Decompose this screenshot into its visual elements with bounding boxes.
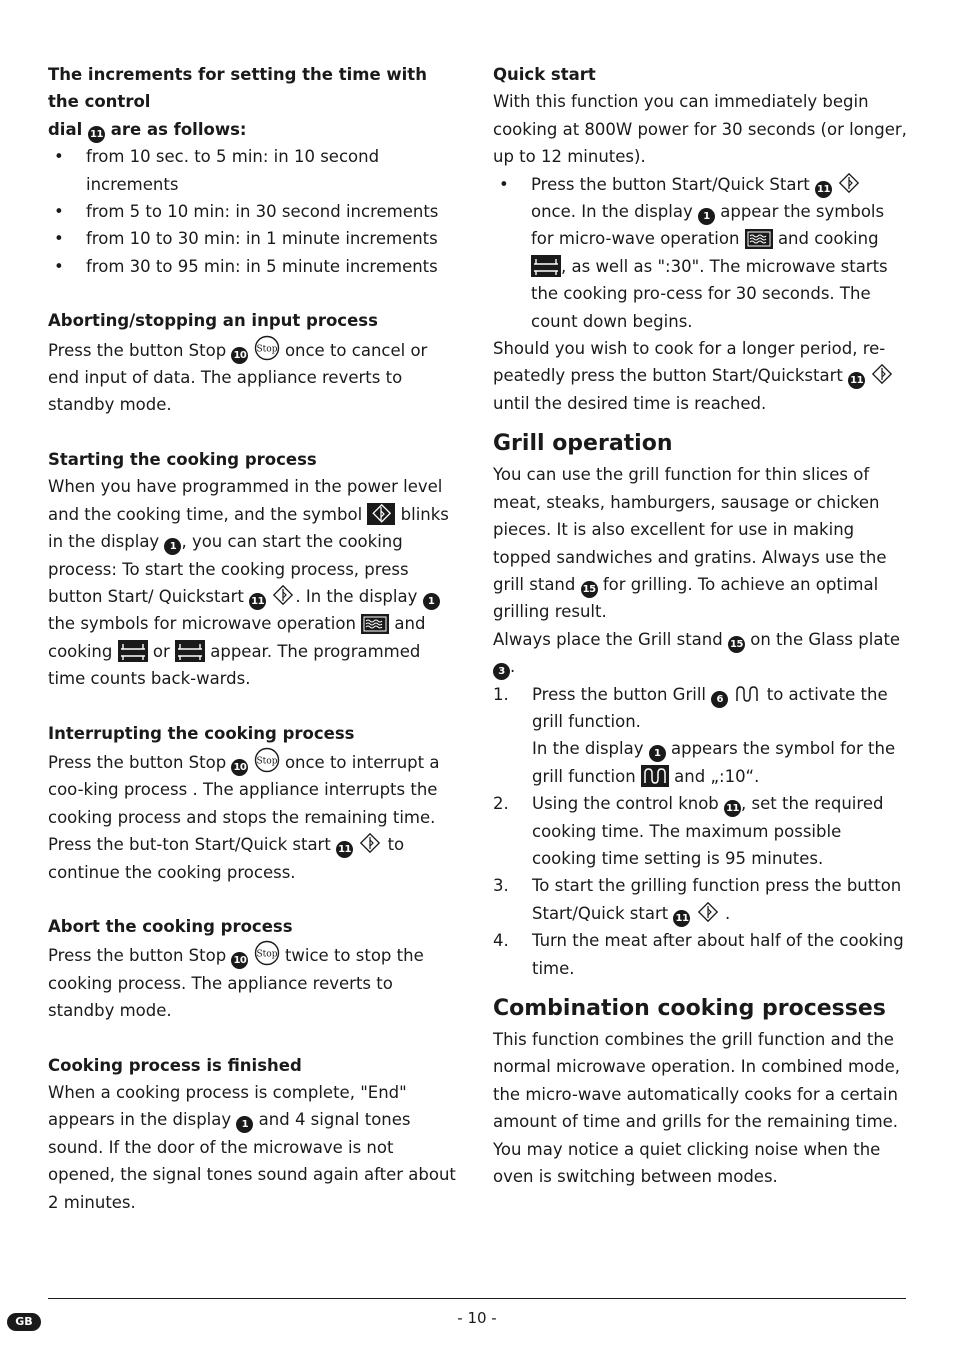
- ref-display-1: 1: [698, 208, 715, 225]
- interrupt-text: Press the button Stop 10 once to interrupt a coo-king process . The appliance interrupts the cooking process and stops the remaining time. Press the but-ton Start/Quick start 11 to continue the cooking process.: [48, 747, 460, 886]
- ref-stop-10: 10: [231, 759, 248, 776]
- grill-icon: [733, 683, 761, 705]
- list-bullet: •: [54, 256, 64, 276]
- list-item: 4. Turn the meat after about half of the cooking time.: [493, 927, 908, 982]
- combination-heading: Combination cooking processes: [493, 996, 886, 1021]
- ref-grill-6: 6: [711, 691, 728, 708]
- ref-display-1: 1: [649, 745, 666, 762]
- ref-grill-stand-15: 15: [728, 636, 745, 653]
- interrupt-heading: Interrupting the cooking process: [48, 723, 355, 743]
- cooking-icon: [531, 255, 561, 277]
- list-bullet: •: [54, 202, 64, 222]
- aborting-text: Press the button Stop 10 once to cancel or end input of data. The appliance reverts to standby mode.: [48, 335, 460, 419]
- list-number: 1.: [493, 684, 509, 704]
- stop-icon: [254, 747, 280, 773]
- ref-stop-10: 10: [231, 347, 248, 364]
- ref-start-11: 11: [673, 910, 690, 927]
- starting-text: When you have programmed in the power level and the cooking time, and the symbol blinks in the display 1 , you can start the cooking process: To start the cooking process, press button Start/ Quickstart 11 . In the display 1 the symbols for microwave operation and cooking or appear. The programmed time counts back-wards.: [48, 477, 449, 689]
- quick-start-heading: Quick start: [493, 65, 596, 84]
- list-number: 4.: [493, 931, 509, 951]
- ref-start-11: 11: [249, 593, 266, 610]
- grill-function-filled-icon: [641, 765, 669, 787]
- language-badge: GB: [7, 1313, 41, 1331]
- list-bullet: •: [54, 229, 64, 249]
- list-number: 2.: [493, 794, 509, 814]
- list-number: 3.: [493, 876, 509, 896]
- grill-placement: Always place the Grill stand 15 on the Glass plate 3 .: [493, 626, 908, 681]
- finished-text: When a cooking process is complete, "End" appears in the display 1 and 4 signal tones sound. If the door of the microwave is not opened, the signal tones sound again after about 2 minutes.: [48, 1083, 456, 1212]
- cooking-icon: [118, 640, 148, 662]
- quick-start-intro: With this function you can immediately begin cooking at 800W power for 30 seconds (or longer, up to 12 minutes).: [493, 92, 907, 167]
- grill-intro: You can use the grill function for thin slices of meat, steaks, hamburgers, sausage or chicken pieces. It is also excellent for use in making topped sandwiches and gratins. Always use the grill stand 15 for grilling. To achieve an optimal grilling result.: [493, 465, 887, 622]
- quick-start-more: Should you wish to cook for a longer period, re-peatedly press the button Start/Quickstart 11 until the desired time is reached.: [493, 335, 908, 417]
- list-item: • from 10 sec. to 5 min: in 10 second increments: [48, 143, 460, 198]
- list-item: • Press the button Start/Quick Start 11 once. In the display 1 appear the symbols for micro-wave operation and cooking , as well as ":30". The microwave starts the cooking pro-cess for 30 seconds. The count down begins.: [493, 171, 908, 335]
- ref-glass-plate-3: 3: [493, 663, 510, 680]
- ref-display-1: 1: [423, 593, 440, 610]
- ref-start-11: 11: [848, 372, 865, 389]
- cooking-icon: [175, 640, 205, 662]
- ref-control-knob-11: 11: [724, 800, 741, 817]
- ref-stop-10: 10: [231, 952, 248, 969]
- list-bullet: •: [499, 174, 509, 194]
- ref-grill-stand-15: 15: [581, 581, 598, 598]
- finished-heading: Cooking process is finished: [48, 1055, 302, 1075]
- ref-start-11: 11: [815, 181, 832, 198]
- increments-heading: The increments for setting the time with the control dial 11 are as follows:: [48, 61, 460, 143]
- list-item: 3. To start the grilling function press the button Start/Quick start 11 .: [493, 872, 908, 927]
- ref-control-dial-11: 11: [88, 126, 105, 143]
- ref-display-1: 1: [236, 1116, 253, 1133]
- start-symbol-filled-icon: [367, 503, 395, 525]
- right-column: [493, 61, 908, 1190]
- microwave-operation-icon: [361, 614, 389, 634]
- start-quickstart-icon: [696, 900, 720, 924]
- list-item: • from 30 to 95 min: in 5 minute increments: [48, 253, 460, 280]
- abort-heading: Abort the cooking process: [48, 916, 293, 936]
- list-bullet: •: [54, 147, 64, 167]
- grill-heading: Grill operation: [493, 431, 673, 457]
- list-item: • from 10 to 30 min: in 1 minute increments: [48, 225, 460, 252]
- left-column: [48, 61, 460, 1216]
- aborting-heading: Aborting/stopping an input process: [48, 311, 378, 331]
- combination-text: This function combines the grill function and the normal microwave operation. In combined mode, the micro-wave automatically cooks for a certain amount of time and grills for the remaining time. You may notice a quiet clicking noise when the oven is switching between modes.: [493, 1030, 901, 1187]
- stop-icon: [254, 940, 280, 966]
- starting-heading: Starting the cooking process: [48, 449, 317, 469]
- stop-icon: [254, 335, 280, 361]
- ref-start-11: 11: [336, 841, 353, 858]
- ref-display-1: 1: [164, 538, 181, 555]
- start-quickstart-icon: [870, 362, 894, 386]
- microwave-operation-icon: [745, 229, 773, 249]
- page-number: - 10 -: [457, 1309, 497, 1327]
- footer-divider: [48, 1298, 906, 1299]
- start-quickstart-icon: [271, 583, 295, 607]
- list-item: • from 5 to 10 min: in 30 second increments: [48, 198, 460, 225]
- start-quickstart-icon: [358, 831, 382, 855]
- list-item: 2. Using the control knob 11 , set the required cooking time. The maximum possible cooking time setting is 95 minutes.: [493, 790, 908, 872]
- abort-text: Press the button Stop 10 twice to stop the cooking process. The appliance reverts to standby mode.: [48, 940, 460, 1024]
- list-item: 1. Press the button Grill 6 to activate the grill function. In the display 1 appears the symbol for the grill function and „:10“.: [493, 681, 908, 791]
- start-quickstart-icon: [837, 171, 861, 195]
